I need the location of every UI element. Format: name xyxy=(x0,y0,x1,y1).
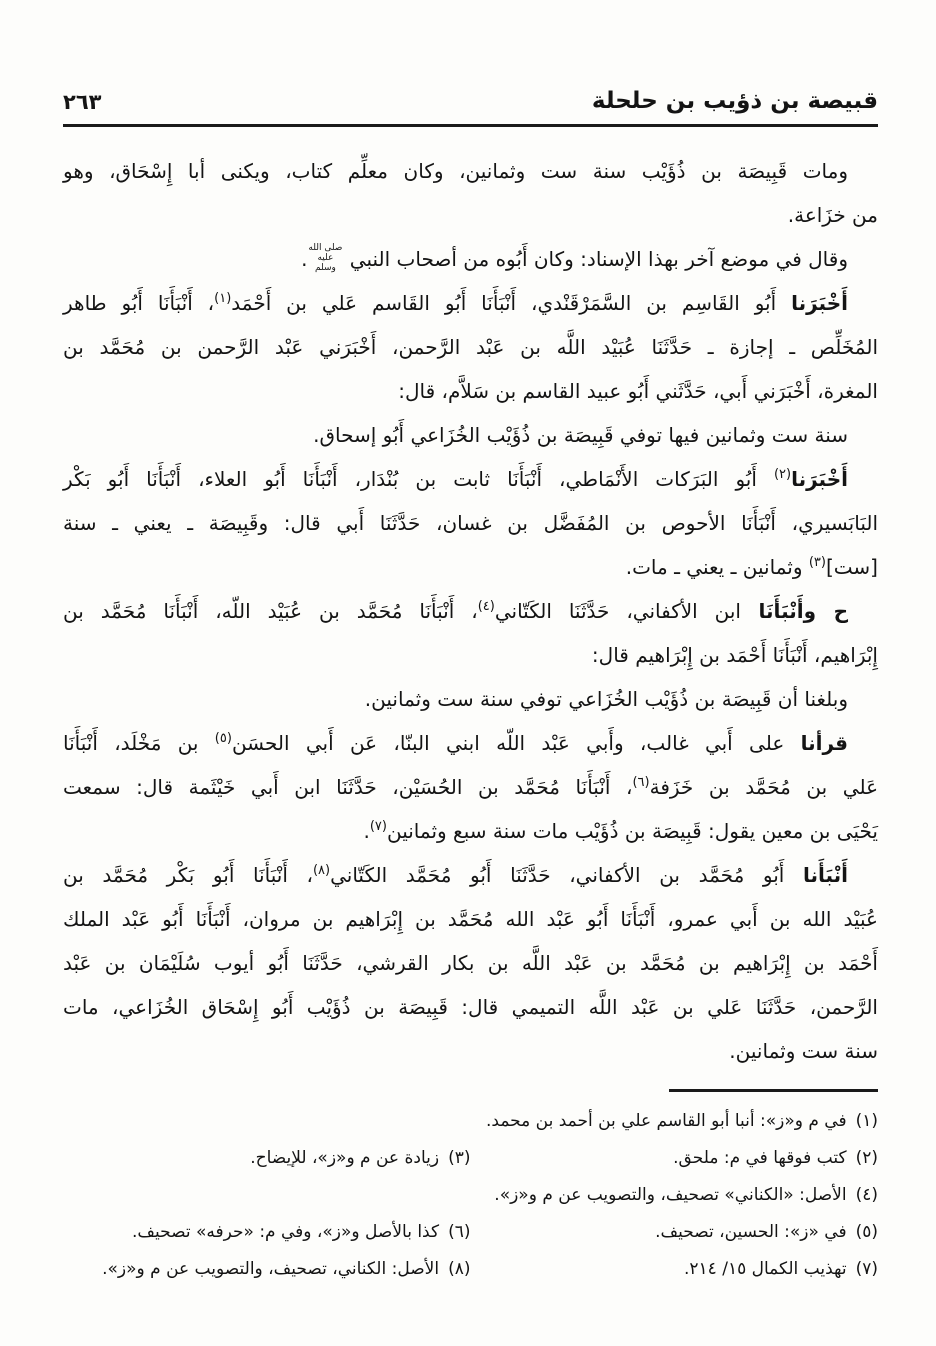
footnote-number: (٧) xyxy=(855,1259,878,1279)
footnote-text: زيادة عن م و«ز»، للإيضاح. xyxy=(250,1148,440,1168)
footnote-item xyxy=(63,1251,471,1288)
footnote-row xyxy=(63,1251,878,1288)
isnad-keyword: أَخْبَرَنا xyxy=(791,467,848,491)
footnote-row xyxy=(63,1140,878,1177)
body-run: بن مَخْلَد، أَنْبَأَنَا xyxy=(63,731,215,755)
body-run: أَبُو مُحَمَّد بن الأكفاني، حَدَّثَنَا أَبُو مُحَمَّد الكَتّاني xyxy=(330,863,803,887)
body-run: وبلغنا أن قَبِيصَة بن ذُؤَيْب الخُزَاعي توفي سنة ست وثمانين. xyxy=(364,687,848,711)
footnote-item xyxy=(63,1214,471,1251)
body-run: المغرة، أَخْبَرَني أَبي، حَدَّثَني أَبُو عبيد القاسم بن سَلاَّم، قال: xyxy=(398,379,878,403)
body-run: ، أَنْبَأَنَا أَبُو بَكْر مُحَمَّد بن xyxy=(63,863,313,887)
body-line xyxy=(63,237,878,281)
footnote-text: كتب فوقها في م: ملحق. xyxy=(673,1148,847,1168)
footnote-item xyxy=(471,1177,879,1214)
footnote-number: (٨) xyxy=(448,1259,471,1279)
footnote-text: الأصل: الكناني، تصحيف، والتصويب عن م و«ز». xyxy=(102,1259,440,1279)
body-line xyxy=(63,545,878,589)
footnote-item xyxy=(471,1140,879,1177)
body-line xyxy=(63,1029,878,1073)
header-divider xyxy=(63,124,878,127)
body-run: أَبُو البَرَكات الأَنْمَاطي، أَنْبَأَنَا ثابت بن بُنْدَار، أَنْبَأَنَا أَبُو العلاء، أَنْبَأَنَا أَبُو بَكْر xyxy=(63,467,774,491)
isnad-keyword: ح وأَنْبَأَنَا xyxy=(741,599,848,623)
footnote-item xyxy=(63,1140,471,1177)
body-line xyxy=(63,149,878,193)
body-line xyxy=(63,281,878,325)
body-run: المُخَلِّص ـ إجازة ـ حَدَّثَنَا عُبَيْد اللَّه بن عَبْد الرَّحمن، أَخْبَرَني عَبْد الرَّحمن بن مُحَمَّد بن xyxy=(63,335,878,359)
body-run: وقال في موضع آخر بهذا الإسناد: وكان أَبُوه من أصحاب النبي xyxy=(343,247,848,271)
isnad-keyword: أَخْبَرَنا xyxy=(791,291,848,315)
body-line xyxy=(63,457,878,501)
footnote-row xyxy=(63,1103,878,1140)
body-run: إِبْرَاهيم، أَنْبَأَنَا أَحْمَد بن إِبْرَاهيم قال: xyxy=(591,643,878,667)
body-line xyxy=(63,325,878,369)
footnote-row xyxy=(63,1214,878,1251)
body-line xyxy=(63,853,878,897)
footnote-item xyxy=(471,1103,879,1140)
body-line xyxy=(63,413,878,457)
footnote-row xyxy=(63,1177,878,1214)
isnad-keyword: قرأنا xyxy=(800,731,848,755)
footnote-ref: (٨) xyxy=(312,863,331,878)
saw-ligature: صلى الله عليه وسلم xyxy=(308,243,343,273)
footnote-ref: (٦) xyxy=(632,775,650,790)
body-run: الرَّحمن، حَدَّثَنَا عَلي بن عَبْد اللَّه التميمي قال: قَبِيصَة بن ذُؤَيْب أَبُو إِسْحَاق الخُزَاعي، مات xyxy=(63,995,878,1019)
body-run: سنة ست وثمانين. xyxy=(729,1039,878,1063)
body-line xyxy=(63,765,878,809)
body-line xyxy=(63,809,878,853)
body-run: عُبَيْد الله بن أَبي عمرو، أَنْبَأَنَا أَبُو عَبْد الله مُحَمَّد بن إِبْرَاهيم بن مروان، أَنْبَأَنَا أَبُو عَبْد الملك xyxy=(63,907,878,931)
body-run: . xyxy=(363,819,370,843)
footnote-ref: (٣) xyxy=(808,555,826,570)
body-run: ، أَنْبَأَنَا مُحَمَّد بن عُبَيْد اللّه، أَنْبَأَنَا مُحَمَّد بن xyxy=(63,599,478,623)
footnotes-section xyxy=(63,1103,878,1288)
body-run: [ست] xyxy=(825,555,878,579)
body-line xyxy=(63,677,878,721)
body-run: على أَبي غالب، وأَبي عَبْد اللّه ابني البنّا، عَن أَبي الحسَن xyxy=(231,731,801,755)
body-run: من خزَاعة. xyxy=(787,203,878,227)
footnote-item xyxy=(471,1251,879,1288)
body-run: ابن الأكفاني، حَدَّثَنَا الكَتّاني xyxy=(494,599,741,623)
body-run: ، أَنْبَأَنَا مُحَمَّد بن الحُسَيْن، حَدَّثَنَا ابن أَبي خَيْثَمة قال: سمعت xyxy=(63,775,633,799)
body-run: ، أَنْبَأَنَا أَبُو طاهر xyxy=(63,291,215,315)
footnote-number: (١) xyxy=(855,1111,878,1131)
footnote-text: في «ز»: الحسين، تصحيف. xyxy=(655,1222,847,1242)
body-line xyxy=(63,721,878,765)
body-run: أَحْمَد بن إِبْرَاهيم بن مُحَمَّد بن عَبْد اللَّه بن بكار القرشي، حَدَّثَنَا أَبُو أيوب سُلَيْمَان بن عَبْد xyxy=(63,951,878,975)
isnad-keyword: أَنْبَأَنا xyxy=(802,863,848,887)
body-run: عَلي بن مُحَمَّد بن خَزَفة xyxy=(649,775,879,799)
footnote-text: تهذيب الكمال ١٥/ ٢١٤. xyxy=(683,1259,847,1279)
body-line xyxy=(63,369,878,413)
footnote-text: الأصل: «الكناني» تصحيف، والتصويب عن م و«ز». xyxy=(494,1185,847,1205)
body-run: وثمانين ـ يعني ـ مات. xyxy=(625,555,809,579)
body-run: يَحْيَى بن معين يقول: قَبِيصَة بن ذُؤَيْب مات سنة سبع وثمانين xyxy=(386,819,878,843)
footnote-number: (٥) xyxy=(855,1222,878,1242)
body-run: سنة ست وثمانين فيها توفي قَبِيصَة بن ذُؤَيْب الخُزَاعي أَبُو إسحاق. xyxy=(313,423,848,447)
footnote-divider xyxy=(669,1089,878,1092)
footnote-text: كذا بالأصل و«ز»، وفي م: «حرفه» تصحيف. xyxy=(132,1222,440,1242)
body-line xyxy=(63,193,878,237)
body-run: أَبُو القَاسِم بن السَّمَرْقَنْدي، أَنْبَأَنَا أَبُو القَاسم عَلي بن أَحْمَد xyxy=(231,291,792,315)
body-line xyxy=(63,897,878,941)
body-run: ومات قَبِيصَة بن ذُؤَيْب سنة ست وثمانين، وكان معلِّم كتاب، ويكنى أبا إِسْحَاق، وهو xyxy=(63,159,848,183)
footnote-ref: (٧) xyxy=(369,819,387,834)
page-title: قبيصة بن ذؤيب بن حلحلة xyxy=(591,88,878,114)
footnote-ref: (٢) xyxy=(773,467,792,482)
footnote-ref: (٥) xyxy=(214,731,232,746)
footnote-number: (٤) xyxy=(855,1185,878,1205)
body-text xyxy=(63,149,878,1073)
body-line xyxy=(63,589,878,633)
footnote-ref: (٤) xyxy=(477,599,495,614)
body-line xyxy=(63,941,878,985)
footnote-number: (٣) xyxy=(448,1148,471,1168)
page-number: ٢٦٣ xyxy=(63,90,102,114)
page-content xyxy=(63,0,878,1288)
body-line xyxy=(63,633,878,677)
footnote-item xyxy=(471,1214,879,1251)
footnote-number: (٢) xyxy=(855,1148,878,1168)
page-header xyxy=(63,78,878,114)
body-line xyxy=(63,501,878,545)
footnote-text: في م و«ز»: أنبا أبو القاسم علي بن أحمد بن محمد. xyxy=(486,1111,847,1131)
body-run: . xyxy=(301,247,308,271)
footnote-number: (٦) xyxy=(448,1222,471,1242)
body-line xyxy=(63,985,878,1029)
footnote-ref: (١) xyxy=(214,291,232,306)
body-run: البَابَسيري، أَنْبَأَنَا الأحوص بن المُفَضَّل بن غسان، حَدَّثَنَا أَبي قال: وقَبِيصَة ـ يعني ـ سنة xyxy=(63,511,878,535)
